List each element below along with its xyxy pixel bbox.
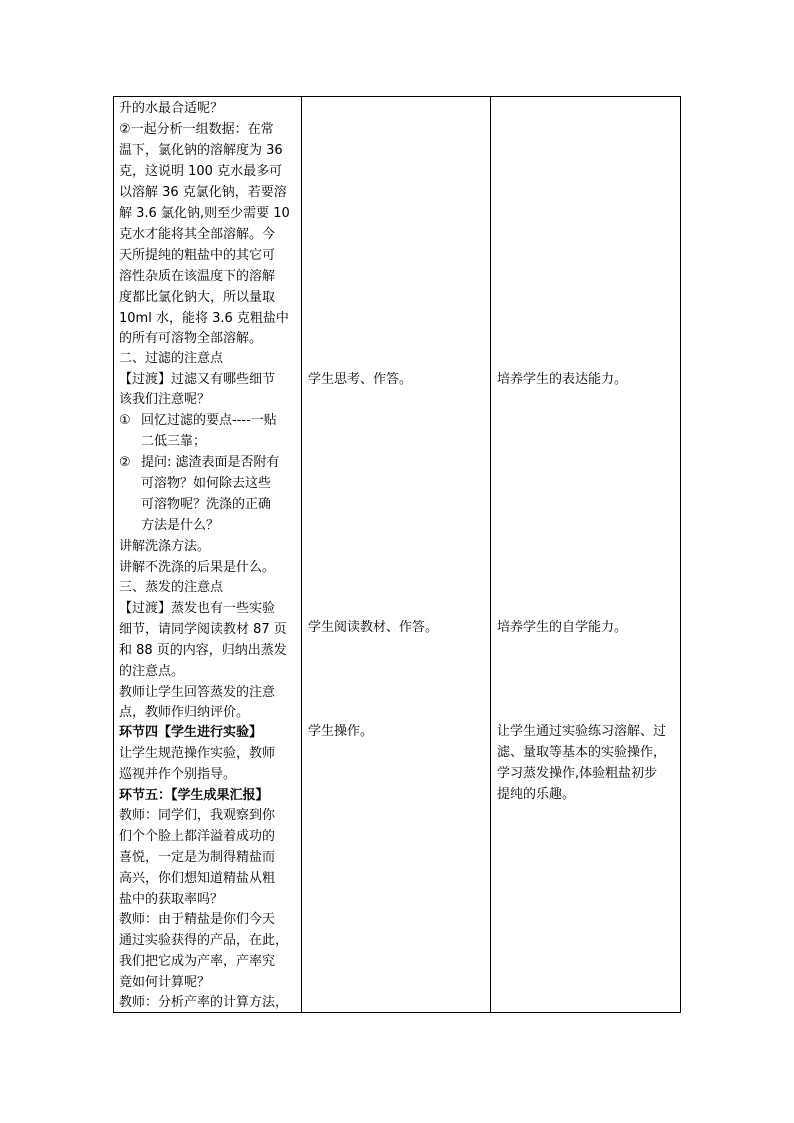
- section-heading: 二、过滤的注意点: [119, 351, 224, 366]
- lesson-plan-table: [113, 96, 681, 1013]
- text-line: 们个个脸上都洋溢着成功的: [119, 829, 276, 844]
- text-line: 溶性杂质在该温度下的溶解: [119, 269, 276, 284]
- column-divider-1: [301, 97, 302, 1012]
- list-item-text: 可溶物呢？洗涤的正确: [141, 497, 272, 512]
- text-line: 我们把它成为产率，产率究: [119, 954, 276, 969]
- text-line: 教师：由于精盐是你们今天: [119, 912, 276, 927]
- text-line: 的注意点。: [119, 664, 185, 679]
- list-item-text: 可溶物？如何除去这些: [141, 476, 272, 491]
- text-line: 克，这说明 100 克水最多可: [119, 164, 283, 179]
- list-marker: ②: [119, 455, 131, 470]
- student-activity-text: 学生操作。: [308, 724, 374, 739]
- text-line: 升的水最合适呢？: [119, 101, 224, 116]
- text-line: 讲解洗涤方法。: [119, 539, 211, 554]
- text-line: 解 3.6 氯化钠,则至少需要 10: [119, 206, 290, 221]
- text-line: 【过渡】蒸发也有一些实验: [119, 601, 276, 616]
- text-line: 竟如何计算呢？: [119, 975, 211, 990]
- text-line: 喜悦，一定是为制得精盐而: [119, 850, 276, 865]
- design-intent-text: 培养学生的自学能力。: [497, 620, 628, 635]
- student-activity-column: [308, 97, 488, 1012]
- list-item-text: 回忆过滤的要点----一贴: [141, 413, 277, 428]
- stage-heading: 环节五：【学生成果汇报】: [119, 788, 269, 803]
- text-line: 细节，请同学阅读教材 87 页: [119, 622, 287, 637]
- text-line: 讲解不洗涤的后果是什么。: [119, 560, 276, 575]
- design-intent-text: 提纯的乐趣。: [497, 787, 576, 802]
- text-line: 让学生规范操作实验，教师: [119, 746, 276, 761]
- text-line: 【过渡】过滤又有哪些细节: [119, 372, 276, 387]
- text-line: 巡视并作个别指导。: [119, 767, 237, 782]
- text-line: 教师：分析产率的计算方法，: [119, 995, 289, 1010]
- list-item-text: 提问: 滤渣表面是否附有: [141, 455, 280, 470]
- text-line: 教师：同学们，我观察到你: [119, 808, 276, 823]
- text-line: 10ml 水，能将 3.6 克粗盐中: [119, 311, 289, 326]
- column-divider-2: [490, 97, 491, 1012]
- teacher-activity-column: [119, 97, 301, 1012]
- student-activity-text: 学生阅读教材、作答。: [308, 620, 439, 635]
- student-activity-text: 学生思考、作答。: [308, 372, 413, 387]
- design-intent-text: 让学生通过实验练习溶解、过: [497, 724, 667, 739]
- text-line: 以溶解 36 克氯化钠，若要溶: [119, 185, 287, 200]
- text-line: 教师让学生回答蒸发的注意: [119, 685, 276, 700]
- list-item-text: 二低三靠；: [141, 434, 207, 449]
- text-line: 高兴，你们想知道精盐从粗: [119, 871, 276, 886]
- design-intent-text: 培养学生的表达能力。: [497, 372, 628, 387]
- list-marker: ①: [119, 413, 131, 428]
- design-intent-column: [497, 97, 677, 1012]
- text-line: 天所提纯的粗盐中的其它可: [119, 248, 276, 263]
- text-line: 盐中的获取率吗？: [119, 892, 224, 907]
- text-line: 温下，氯化钠的溶解度为 36: [119, 143, 283, 158]
- section-heading: 三、蒸发的注意点: [119, 580, 224, 595]
- text-line: 该我们注意呢？: [119, 392, 211, 407]
- text-line: ②一起分析一组数据：在常: [119, 122, 274, 137]
- text-line: 通过实验获得的产品，在此，: [119, 933, 289, 948]
- design-intent-text: 学习蒸发操作,体验粗盐初步: [497, 766, 658, 781]
- text-line: 度都比氯化钠大，所以量取: [119, 290, 276, 305]
- design-intent-text: 滤、量取等基本的实验操作，: [497, 745, 667, 760]
- stage-heading: 环节四【学生进行实验】: [119, 725, 263, 740]
- list-item-text: 方法是什么？: [141, 518, 220, 533]
- text-line: 的所有可溶物全部溶解。: [119, 331, 263, 346]
- text-line: 克水才能将其全部溶解。今: [119, 227, 276, 242]
- text-line: 和 88 页的内容，归纳出蒸发: [119, 643, 287, 658]
- text-line: 点，教师作归纳评价。: [119, 705, 250, 720]
